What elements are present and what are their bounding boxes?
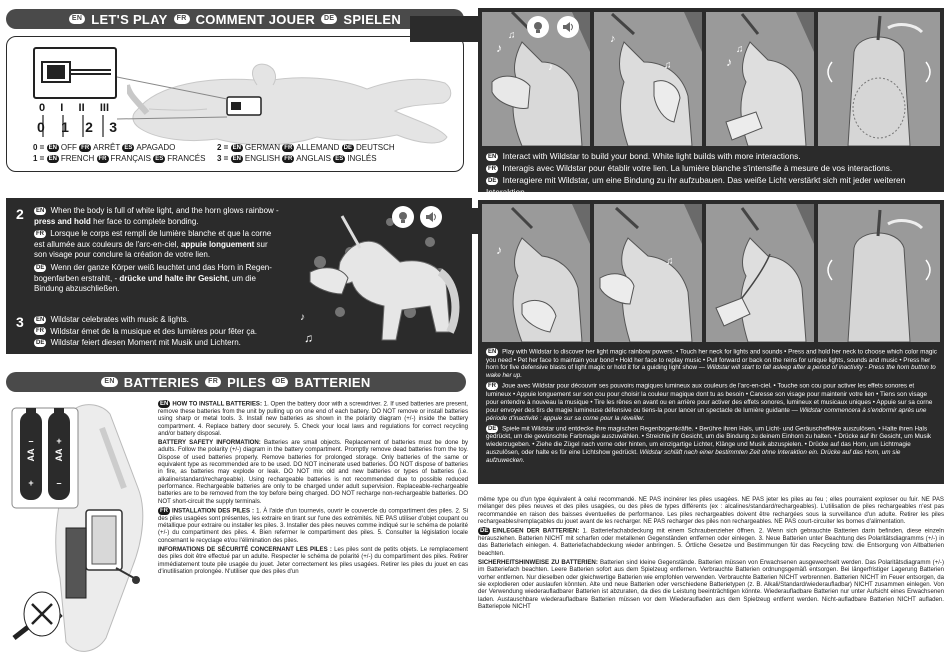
step4-image-1 [482, 204, 590, 342]
step1-text-en: EN Interact with Wildstar to build your bond. White light builds with more interactions. [488, 151, 801, 161]
svg-text:♪: ♪ [300, 312, 305, 323]
batteries-de-safety: SICHERHEITSHINWEISE ZU BATTERIEN: Batterien sind kleine Gegenstände. Batterien müssen von Erwachsenen ausgewechselt werden. Das Polaritätsdiagramm (+/-) im Batteriefach beachten. Leere Batterien sofort aus dem Spielzeug entfernen. Verbrauchte Batterien ordnungsgemäß entsorgen. Bei längerfristiger Lagerung Batterien vorher entfernen. Nur dieselben oder gleichwertige Batterien wie empfohlen verwenden. Verbrauchte Batterien NICHT verbrennen. Batterien NICHT im Feuer entsorgen, da sie explodieren oder auslaufen könnten. Alte und neue Batterien oder verschiedene Batterietypen (z. B. Alkali/Standard/wiederaufladbar) NICHT zusammen einlegen. Von der Verwendung wiederaufladbarer Batterien ist abzuraten, da dies die Leistung beeinträchtigen könnte. Wiederaufladbare Batterien nur unter Aufsicht eines Erwachsenen laden. Austauschbare wiederaufladbare Batterien müssen vor dem Wiederaufladen aus dem Spielzeug entfernt werden. Nicht-aufladbare Batterien NICHT aufladen. Batteriepole NICHT [478, 559, 944, 610]
switch-diagram-box [6, 36, 464, 172]
batteries-title-fr: PILES [227, 374, 267, 390]
step3-text-de: DE Wildstar feiert diesen Moment mit Musik und Lichtern. [36, 338, 241, 347]
battery-minus-right: – [56, 478, 62, 488]
step1-image-3 [706, 12, 814, 146]
svg-text:♪: ♪ [610, 33, 616, 45]
step4-text-fr: FR Joue avec Wildstar pour découvrir ses pouvoirs magiques lumineux aux couleurs de l'arc-en-ciel. • Touche son cou pour activer les effets sonores et lumineux • Appuie longuement sur son cou pour choisir la couleur magique dont tu as besoin • Caresse son visage pour maintenir votre lien • Tiens son visage pour entendre à nouveau la musique • Tire les rênes en avant ou en arrière pour activer des effets sonores, lumineux et musicaux uniques • Appuie sur sa corne pour envoyer des tirs de magie lumineuse défensive ou tiens-la pour lancer un spectacle de lumière guidante — Wildstar commencera à s'endormir après une période d'inactivité : appuie sur sa corne pour la réveiller. [486, 382, 933, 422]
battery-minus-left: – [28, 436, 34, 446]
switch-mark-3: III [99, 102, 109, 114]
batteries-title-de: BATTERIEN [294, 374, 371, 390]
step4-image-2 [594, 204, 702, 342]
battery-label-right [48, 434, 70, 490]
legend-row-1: 1 = EN FRENCH FR FRANÇAIS ES FRANCÉS [33, 154, 206, 163]
step2-number: 2 [16, 206, 24, 222]
step1-image-2 [594, 12, 702, 146]
step1-text [486, 150, 938, 198]
light-icon [527, 16, 549, 38]
lang-badge-fr: FR [174, 14, 190, 24]
step3-number: 3 [16, 314, 24, 330]
batteries-fr-install: FR INSTALLATION DES PILES : 1. À l'aide d'un tournevis, ouvrir le couvercle du compartiment des piles. 2. Si des piles usagées sont présentes, les extraire en tirant sur l'une des extrémités. NE PAS utiliser d'objet coupant ou métallique pour extraire ou installer les piles. 3. Installer des piles neuves comme indiqué sur le schéma de polarité (+/-) du compartiment des piles. 4. Bien refermer le compartiment des piles. 5. Consulter la législation locale concernant le recyclage et/ou l'élimination des piles. [158, 507, 468, 544]
step4-text-en: EN Play with Wildstar to discover her light magic rainbow powers. • Touch her neck for lights and sounds • Press and hold her neck to choose which color magic you need • Pet her face to maintain your bond • Hold her face to replay music • Pull forward or back on the reins for unique lights, sounds and music • Press her horn for five defensive blasts of light magic or hold it for a guiding light show — Wildstar will start to fall asleep after a period of inactivity - Press the horn button to wake her up. [486, 348, 937, 380]
battery-label-left [20, 434, 42, 490]
position-2: 2 [85, 119, 93, 135]
battery-plus-right: + [56, 436, 62, 446]
battery-illustration [6, 398, 156, 660]
batteries-fr-safety: INFORMATIONS DE SÉCURITÉ CONCERNANT LES PILES : Les piles sont de petits objets. Le remplacement des piles doit être effectué par un adulte. Respecter le schéma de polarité (+/-) du compartiment des piles. Retirer immédiatement toute pile usagée du jouet. Jeter correctement les piles usagées. Retirer les piles du jouet en cas d'inutilisation prolongée. N'utiliser que des piles d'un [158, 546, 468, 575]
lang-badge-de: DE [321, 14, 337, 24]
step2-image [290, 202, 466, 350]
battery-plus-left: + [28, 478, 34, 488]
svg-text:♫: ♫ [736, 44, 744, 55]
batteries-en-install: EN HOW TO INSTALL BATTERIES: 1. Open the battery door with a screwdriver. 2. If used batteries are present, remove these batteries from the unit by pulling up on one end of each battery. DO NOT remove or install batteries using sharp or metal tools. 3. Install new batteries as shown in the polarity diagram (+/-) inside the battery compartment. 4. Replace battery door securely. 5. Check your local laws and regulations for correct recycling and/or battery disposal. [158, 400, 468, 437]
step1-image-4 [818, 12, 940, 146]
header-title-fr: COMMENT JOUER [195, 11, 316, 27]
svg-text:♪: ♪ [496, 243, 502, 257]
batteries-text-col2 [478, 496, 944, 662]
batteries-de-install: DE EINLEGEN DER BATTERIEN: 1. Batteriefachabdeckung mit einem Schraubenzieher öffnen. 2. Wenn sich gebrauchte Batterien darin befinden, diese einzeln herausziehen. Batterien NICHT mit scharfen oder metallenen Gegenständen entfernen oder einlegen. 3. Neue Batterien unter Beachtung des Polaritätsdiagramms (+/-) in das Batteriefach einlegen. 4. Batteriefachabdeckung wieder anbringen. 5. Örtliche Gesetze und Bestimmungen für das Recycling bzw. die Entsorgung von Altbatterien beachten. [478, 527, 944, 557]
legend-row-0: 0 = EN OFF FR ARRÊT ES APAGADO [33, 143, 176, 152]
step2-text-de: DE Wenn der ganze Körper weiß leuchtet und das Horn in Regen-bogenfarben erstrahlt, - drücke und halte ihr Gesicht, um die Bindung abzuschließen. [34, 262, 272, 294]
lang-badge-en: EN [69, 14, 85, 24]
switch-legend-left [33, 142, 205, 164]
step1-arrow-band [410, 16, 478, 42]
legend-row-3: 3 = EN ENGLISH FR ANGLAIS ES INGLÉS [217, 154, 377, 163]
step2-light-icon [392, 206, 414, 228]
svg-text:♫: ♫ [666, 256, 674, 267]
svg-text:♫: ♫ [508, 30, 516, 41]
step4-image-3 [706, 204, 814, 342]
position-numbers [37, 119, 117, 135]
step1-text-de: DE Interagiere mit Wildstar, um eine Bindung zu ihr aufzubauen. Das weiße Licht verstärkt sich mit jeder weiteren Interaktion. [486, 175, 906, 197]
step1-text-fr: FR Interagis avec Wildstar pour établir votre lien. La lumière blanche s'intensifie à mesure de vos interactions. [488, 163, 893, 173]
step3-text [34, 314, 282, 349]
step3-text-fr: FR Wildstar émet de la musique et des lumières pour fêter ça. [36, 326, 257, 336]
svg-text:♪: ♪ [726, 55, 732, 69]
batteries-fr-safety-cont: même type ou d'un type équivalent à celui recommandé. NE PAS incinérer les piles usagées. NE PAS jeter les piles au feu ; elles pourraient exploser ou fuir. NE PAS mélanger des piles neuves et des piles usagées, ou des piles de types différents (ex : alcalines/standard/rechargeables). L'utilisation de piles rechargeables n'est pas recommandée en raison des baisses éventuelles de performance. Les piles rechargeables doivent être rechargées sous la surveillance d'un adulte. Retirer les piles rechargeables/remplaçables du jouet avant de les recharger. NE PAS recharger des piles non rechargeables. NE PAS court-circuiter les bornes d'alimentation. [478, 496, 944, 525]
header-title-en: LET'S PLAY [91, 11, 168, 27]
switch-track [71, 69, 111, 75]
step2-text-fr: FR Lorsque le corps est rempli de lumière blanche et que la corne est allumée aux couleurs de l'arc-en-ciel, appuie longuement sur son visage pour conclure la création de votre lien. [34, 229, 272, 260]
switch-knob [47, 65, 65, 79]
step2-text [34, 206, 282, 297]
position-0: 0 [37, 119, 45, 135]
svg-text:♪: ♪ [496, 41, 502, 55]
switch-legend-right [217, 142, 395, 164]
step4-text-de: DE Spiele mit Wildstar und entdecke ihre magischen Regenbogenkräfte. • Berühre ihren Hals, um Licht- und Geräuscheffekte auszulösen. • Halte ihren Hals gedrückt, um die gewünschte Farbmagie auszuwählen. • Streichle ihr Gesicht, um die Bindung zu deinem Einhorn zu halten. • Drücke auf ihr Gesicht, um Musik wiederzugeben. • Ziehe die Zügel nach vorne oder hinten, um einzigartige Lichter, Klänge und Musik abzuspielen. • Drücke auf das Horn, um Lichtmagie auszulösen, oder halte es für eine Lichtshow gedrückt. Wildstar schläft nach einer bestimmten Zeit ohne Interaktion ein. Drücke auf das Horn, um sie aufzuwecken. [486, 425, 932, 464]
step4-text [486, 348, 938, 467]
power-switch-enlarged [33, 47, 117, 99]
position-3: 3 [109, 119, 117, 135]
svg-text:♪: ♪ [548, 62, 553, 73]
svg-text:♫: ♫ [304, 331, 313, 345]
batteries-en-safety: BATTERY SAFETY INFORMATION: Batteries are small objects. Replacement of batteries must be done by adults. Follow the polarity (+/-) diagram in the battery compartment. Promptly remove dead batteries from the toy. Dispose of used batteries properly. Remove batteries for prolonged storage. Only batteries of the same or equivalent type as recommended are to be used. DO NOT incinerate used batteries. DO NOT dispose of batteries in fire, as batteries may explode or leak. DO NOT mix old and new batteries or types of batteries (i.e. alkaline/standard/rechargeable). Using rechargeable batteries is not recommended due to possible reduced performance. Rechargeable batteries are only to be charged under adult supervision. Replaceable-rechargeable batteries are to be removed from the toy before being charged. DO NOT recharge non-rechargeable batteries. DO NOT short-circuit the supply terminals. [158, 439, 468, 505]
step2-text-en: EN When the body is full of white light, and the horn glows rainbow - press and hold her face to complete bonding. [34, 206, 279, 226]
batteries-text-col1 [158, 400, 468, 662]
zoom-lines [117, 67, 237, 127]
sound-icon [557, 16, 579, 38]
position-1: 1 [61, 119, 69, 135]
legend-row-2: 2 = EN GERMAN FR ALLEMAND DE DEUTSCH [217, 143, 395, 152]
switch-mark-1: I [60, 102, 64, 114]
switch-mark-0: 0 [39, 102, 46, 114]
header-title-de: SPIELEN [343, 11, 402, 27]
switch-mark-2: II [78, 102, 85, 114]
batteries-header: EN BATTERIES FR PILES DE BATTERIEN [6, 372, 466, 392]
step3-text-en: EN Wildstar celebrates with music & lights. [36, 315, 189, 324]
step2-sound-icon [420, 206, 442, 228]
step4-image-4 [818, 204, 940, 342]
batteries-title-en: BATTERIES [123, 374, 200, 390]
battery-aa-right: AA [54, 448, 64, 462]
svg-text:♫: ♫ [664, 60, 672, 71]
battery-aa-left: AA [26, 448, 36, 462]
lets-play-header [6, 9, 464, 29]
